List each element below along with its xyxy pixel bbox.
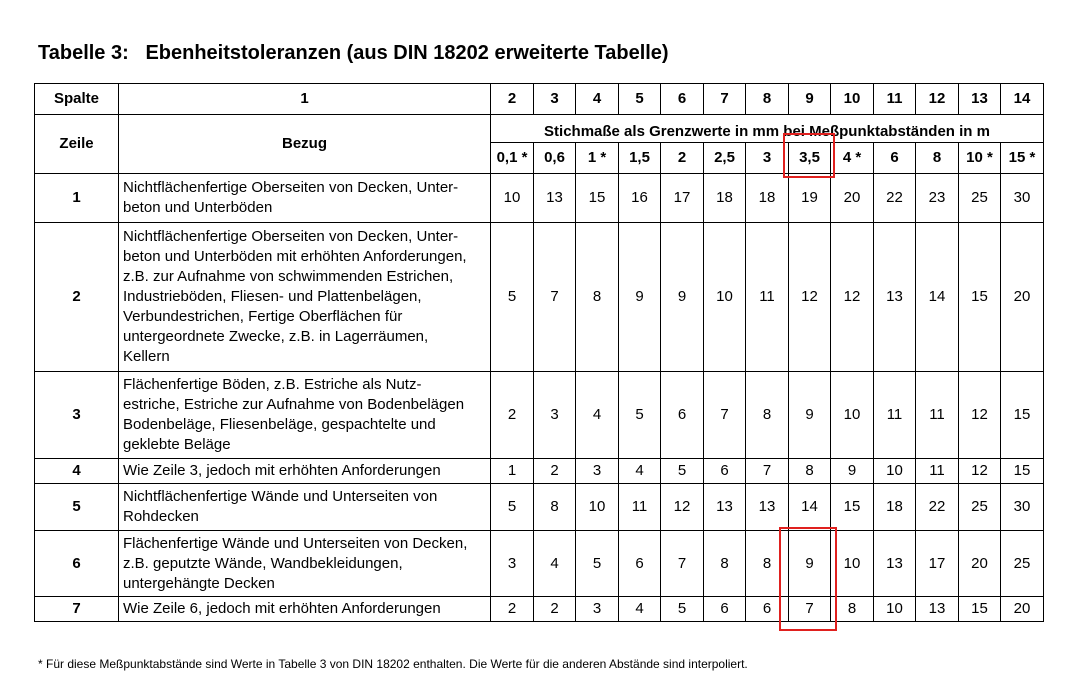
value-cell: 9 (661, 223, 704, 372)
row-description: Flächenfertige Böden, z.B. Estriche als Nutz- estriche, Estriche zur Aufnahme von Bodenbelägen Bodenbeläge, Fliesenbeläge, gespachtelte und geklebte Beläge (119, 372, 491, 459)
value-cell: 7 (704, 372, 746, 459)
value-cell: 12 (831, 223, 874, 372)
table-row (35, 372, 1044, 459)
highlight-box-values (779, 527, 837, 631)
value-cell: 12 (959, 372, 1001, 459)
value-cell: 4 (534, 531, 576, 597)
col-number: 11 (874, 84, 916, 115)
col-number: 10 (831, 84, 874, 115)
table-title: Tabelle 3: Ebenheitstoleranzen (aus DIN 18202 erweiterte Tabelle) (38, 42, 669, 64)
value-cell: 2 (491, 372, 534, 459)
value-cell: 20 (1001, 597, 1044, 622)
value-cell: 22 (874, 174, 916, 223)
distance-cell: 0,1 * (491, 143, 534, 174)
value-cell: 10 (704, 223, 746, 372)
value-cell: 8 (789, 459, 831, 484)
distance-cell: 10 * (959, 143, 1001, 174)
value-cell: 23 (916, 174, 959, 223)
value-cell: 3 (491, 531, 534, 597)
stich-header-row (35, 115, 1044, 143)
value-cell: 11 (746, 223, 789, 372)
value-cell: 12 (959, 459, 1001, 484)
value-cell: 2 (534, 459, 576, 484)
value-cell: 9 (789, 531, 831, 597)
col-number: 13 (959, 84, 1001, 115)
value-cell: 3 (576, 459, 619, 484)
value-cell: 4 (619, 459, 661, 484)
row-number: 2 (35, 223, 119, 372)
value-cell: 8 (534, 484, 576, 531)
value-cell: 9 (619, 223, 661, 372)
row-description: Wie Zeile 6, jedoch mit erhöhten Anforderungen (119, 597, 491, 622)
row-description: Wie Zeile 3, jedoch mit erhöhten Anforderungen (119, 459, 491, 484)
value-cell: 7 (789, 597, 831, 622)
value-cell: 8 (576, 223, 619, 372)
value-cell: 25 (1001, 531, 1044, 597)
value-cell: 13 (704, 484, 746, 531)
col-number: 4 (576, 84, 619, 115)
value-cell: 6 (704, 459, 746, 484)
value-cell: 30 (1001, 484, 1044, 531)
value-cell: 10 (874, 597, 916, 622)
value-cell: 10 (491, 174, 534, 223)
value-cell: 2 (491, 597, 534, 622)
value-cell: 11 (619, 484, 661, 531)
value-cell: 9 (831, 459, 874, 484)
value-cell: 10 (831, 531, 874, 597)
value-cell: 1 (491, 459, 534, 484)
col-number: 12 (916, 84, 959, 115)
value-cell: 5 (491, 223, 534, 372)
distance-cell: 8 (916, 143, 959, 174)
row-number: 6 (35, 531, 119, 597)
value-cell: 9 (789, 372, 831, 459)
value-cell: 20 (1001, 223, 1044, 372)
value-cell: 11 (916, 459, 959, 484)
value-cell: 18 (874, 484, 916, 531)
spalte-header-row (35, 84, 1044, 115)
zeile-label: Zeile (35, 115, 119, 174)
value-cell: 18 (704, 174, 746, 223)
value-cell: 17 (916, 531, 959, 597)
table-row (35, 459, 1044, 484)
value-cell: 4 (576, 372, 619, 459)
value-cell: 20 (831, 174, 874, 223)
value-cell: 25 (959, 174, 1001, 223)
value-cell: 13 (874, 223, 916, 372)
value-cell: 15 (576, 174, 619, 223)
distance-cell: 2,5 (704, 143, 746, 174)
value-cell: 10 (576, 484, 619, 531)
value-cell: 15 (959, 223, 1001, 372)
distance-cell: 0,6 (534, 143, 576, 174)
value-cell: 3 (576, 597, 619, 622)
value-cell: 16 (619, 174, 661, 223)
value-cell: 5 (661, 597, 704, 622)
value-cell: 11 (916, 372, 959, 459)
value-cell: 14 (916, 223, 959, 372)
col-number: 7 (704, 84, 746, 115)
value-cell: 8 (746, 372, 789, 459)
table-row (35, 174, 1044, 223)
value-cell: 12 (789, 223, 831, 372)
value-cell: 11 (874, 372, 916, 459)
table-row (35, 484, 1044, 531)
bezug-label: Bezug (119, 115, 491, 174)
value-cell: 15 (959, 597, 1001, 622)
distance-cell: 4 * (831, 143, 874, 174)
value-cell: 17 (661, 174, 704, 223)
col-number: 2 (491, 84, 534, 115)
value-cell: 13 (874, 531, 916, 597)
value-cell: 3 (534, 372, 576, 459)
row-description: Nichtflächenfertige Oberseiten von Decken, Unter- beton und Unterböden mit erhöhten Anforderungen, z.B. zur Aufnahme von schwimmenden Estrichen, Industrieböden, Fliesen- und Plattenbelägen, Verbundestrichen, Fertige Oberflächen für untergeordnete Zwecke, z.B. in Lagerräumen, Kellern (119, 223, 491, 372)
col-number: 8 (746, 84, 789, 115)
row-description: Nichtflächenfertige Oberseiten von Decken, Unter- beton und Unterböden (119, 174, 491, 223)
value-cell: 13 (534, 174, 576, 223)
row-number: 7 (35, 597, 119, 622)
stichmasse-label: Stichmaße als Grenzwerte in mm bei Meßpunktabständen in m (491, 115, 1044, 143)
value-cell: 4 (619, 597, 661, 622)
highlight-box-distance (783, 133, 835, 178)
value-cell: 7 (746, 459, 789, 484)
value-cell: 7 (661, 531, 704, 597)
table-row (35, 597, 1044, 622)
table-row (35, 531, 1044, 597)
value-cell: 15 (831, 484, 874, 531)
value-cell: 5 (661, 459, 704, 484)
value-cell: 25 (959, 484, 1001, 531)
distance-cell: 1,5 (619, 143, 661, 174)
value-cell: 2 (534, 597, 576, 622)
row-number: 1 (35, 174, 119, 223)
value-cell: 12 (661, 484, 704, 531)
col-number: 14 (1001, 84, 1044, 115)
spalte-label: Spalte (35, 84, 119, 115)
col-number: 6 (661, 84, 704, 115)
value-cell: 10 (874, 459, 916, 484)
row-number: 5 (35, 484, 119, 531)
value-cell: 6 (704, 597, 746, 622)
footnote: * Für diese Meßpunktabstände sind Werte in Tabelle 3 von DIN 18202 enthalten. Die Werte für die anderen Abstände sind interpoliert. (38, 657, 748, 671)
value-cell: 10 (831, 372, 874, 459)
value-cell: 13 (916, 597, 959, 622)
row-description: Nichtflächenfertige Wände und Unterseiten von Rohdecken (119, 484, 491, 531)
value-cell: 14 (789, 484, 831, 531)
value-cell: 6 (661, 372, 704, 459)
distance-cell: 2 (661, 143, 704, 174)
row-description: Flächenfertige Wände und Unterseiten von Decken, z.B. geputzte Wände, Wandbekleidungen, untergehängte Decken (119, 531, 491, 597)
col-number: 9 (789, 84, 831, 115)
value-cell: 8 (704, 531, 746, 597)
tolerance-table (34, 83, 1044, 622)
value-cell: 6 (746, 597, 789, 622)
distance-cell: 3 (746, 143, 789, 174)
value-cell: 7 (534, 223, 576, 372)
col-1-label: 1 (119, 84, 491, 115)
distance-cell: 1 * (576, 143, 619, 174)
distance-cell: 3,5 (789, 143, 831, 174)
col-number: 5 (619, 84, 661, 115)
value-cell: 20 (959, 531, 1001, 597)
value-cell: 30 (1001, 174, 1044, 223)
distance-cell: 15 * (1001, 143, 1044, 174)
value-cell: 5 (491, 484, 534, 531)
row-number: 3 (35, 372, 119, 459)
value-cell: 6 (619, 531, 661, 597)
row-number: 4 (35, 459, 119, 484)
col-number: 3 (534, 84, 576, 115)
value-cell: 22 (916, 484, 959, 531)
value-cell: 18 (746, 174, 789, 223)
value-cell: 8 (746, 531, 789, 597)
value-cell: 5 (619, 372, 661, 459)
value-cell: 19 (789, 174, 831, 223)
value-cell: 5 (576, 531, 619, 597)
table-row (35, 223, 1044, 372)
value-cell: 15 (1001, 372, 1044, 459)
value-cell: 8 (831, 597, 874, 622)
value-cell: 15 (1001, 459, 1044, 484)
value-cell: 13 (746, 484, 789, 531)
distance-cell: 6 (874, 143, 916, 174)
